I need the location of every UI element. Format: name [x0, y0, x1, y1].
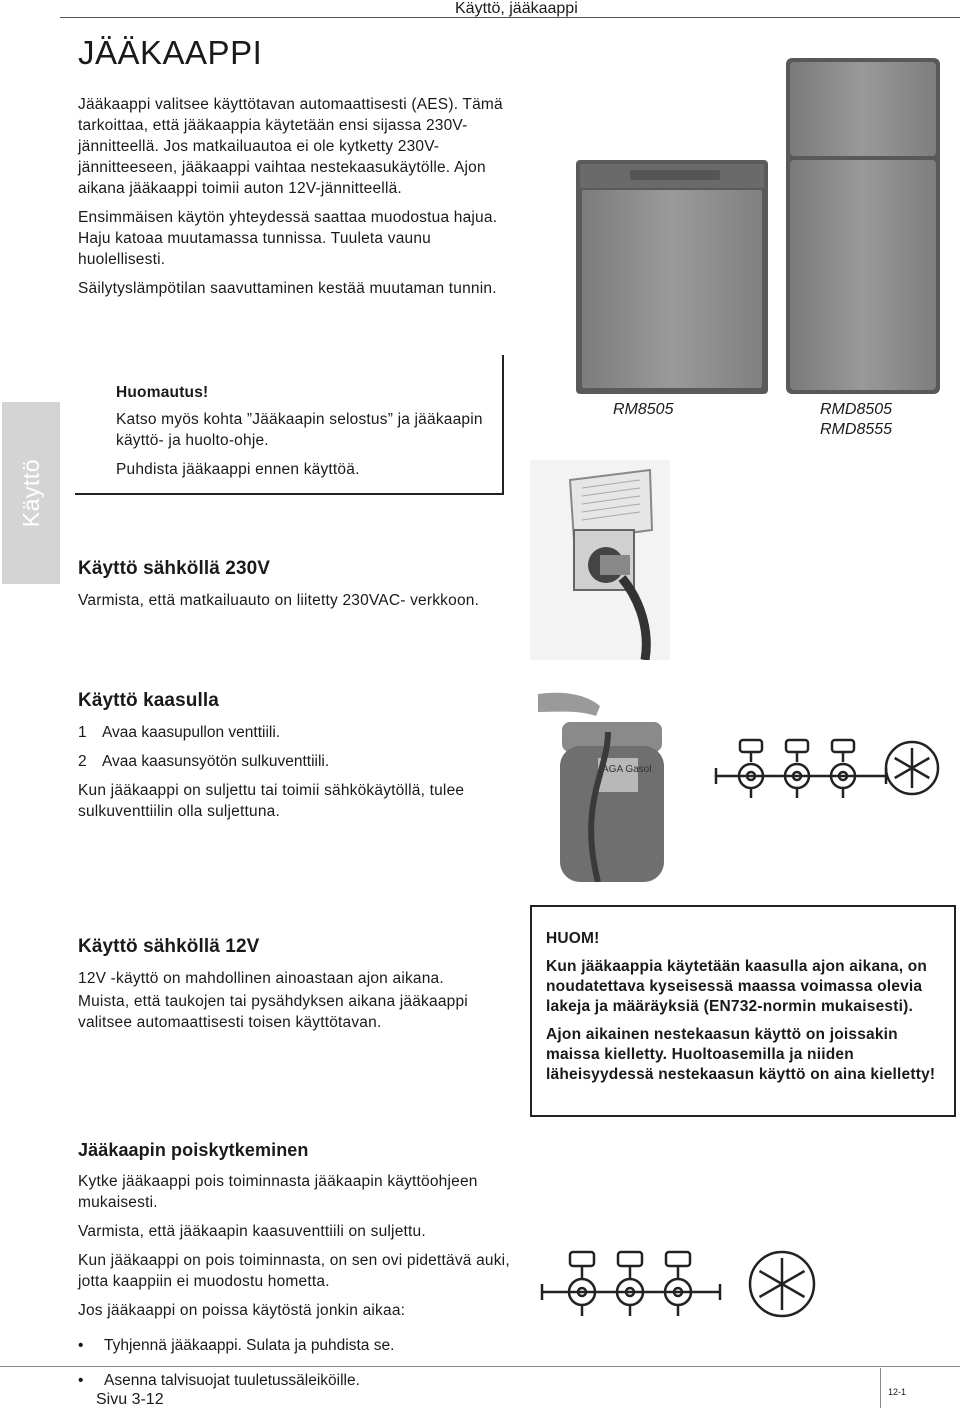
valve-icon: [665, 1252, 691, 1316]
footer-rule: [0, 1366, 960, 1367]
valve-icon: [831, 740, 855, 798]
note-box-paragraph-2: Puhdista jääkaappi ennen käyttöä.: [116, 461, 360, 478]
page-title: JÄÄKAAPPI: [78, 34, 263, 71]
section-switch-off-paragraph-3: Kun jääkaappi on pois toiminnasta, on sen ovi pidettävä auki, jotta kaappiin ei muodostu hometta.: [78, 1252, 510, 1290]
section-230v-text: Varmista, että matkailuauto on liitetty 230VAC- verkkoon.: [78, 592, 480, 609]
section-gas-note: Kun jääkaappi on suljettu tai toimii sähkökäytöllä, tulee sulkuventtiilin olla suljettuna.: [78, 782, 465, 820]
note-box: [116, 382, 496, 488]
section-12v-paragraph-1: 12V -käyttö on mahdollinen ainoastaan ajon aikana.: [78, 970, 444, 987]
gas-bottle-label: AGA Gasol: [602, 764, 652, 775]
fridge-rmd8505-image: [784, 58, 942, 396]
section-switch-off-paragraph-2: Varmista, että jääkaapin kaasuventtiili on suljettu.: [78, 1223, 426, 1240]
gas-step-text: Avaa kaasupullon venttiili.: [102, 724, 281, 741]
valve-diagram-gas: [710, 732, 940, 804]
list-item-text: Tyhjennä jääkaappi. Sulata ja puhdista se.: [104, 1337, 395, 1354]
warning-box-paragraph-2: Ajon aikainen nestekaasun käyttö on joissakin maissa kielletty. Huoltoasemilla ja niiden läheisyydessä nestekaasun käyttö on aina kielletty!: [546, 1026, 936, 1083]
header-rule: [60, 17, 960, 18]
footer-divider: [880, 1368, 881, 1408]
section-gas-heading: Käyttö kaasulla: [78, 690, 219, 711]
warning-box-content: [546, 928, 946, 1093]
side-tab: [2, 402, 60, 584]
section-12v: [78, 936, 508, 1041]
intro-paragraph-2: Ensimmäisen käytön yhteydessä saattaa muodostua hajua. Haju katoaa muutamassa tunnissa. Tuuleta vaunu huolellisesti.: [78, 209, 498, 268]
warning-box-title: HUOM!: [546, 930, 600, 947]
gas-step: [78, 751, 518, 772]
valve-icon: [739, 740, 763, 798]
valve-icon: [785, 740, 809, 798]
gas-step: [78, 722, 518, 743]
section-switch-off-paragraph-4: Jos jääkaappi on poissa käytöstä jonkin aikaa:: [78, 1302, 406, 1319]
power-socket-image: [530, 460, 670, 660]
valve-icon: [569, 1252, 595, 1316]
section-switch-off-paragraph-1: Kytke jääkaappi pois toiminnasta jääkaapin käyttöohjeen mukaisesti.: [78, 1173, 478, 1211]
page-number: Sivu 3-12: [96, 1391, 164, 1408]
caption-rmd8505: RMD8505: [820, 401, 893, 418]
list-item-text: Asenna talvisuojat tuuletussäleiköille.: [104, 1372, 360, 1389]
note-box-paragraph-1: Katso myös kohta ”Jääkaapin selostus” ja jääkaapin käyttö- ja huolto-ohje.: [116, 411, 483, 449]
gas-step-number: 2: [78, 753, 87, 770]
section-12v-paragraph-2: Muista, että taukojen tai pysähdyksen aikana jääkaappi valitsee automaattisesti toisen käyttötavan.: [78, 993, 468, 1031]
gas-step-number: 1: [78, 724, 87, 741]
snowflake-icon: [750, 1252, 814, 1316]
intro-text: [78, 94, 508, 307]
running-header: Käyttö, jääkaappi: [455, 0, 578, 17]
note-box-border-right: [502, 355, 504, 495]
warning-box-paragraph-1: Kun jääkaappia käytetään kaasulla ajon aikana, on noudatettava kyseisessä maassa voimassa olevia lakeja ja määräyksiä (EN732-normin mukaisesti).: [546, 958, 928, 1015]
bullet-icon: •: [78, 1372, 84, 1389]
snowflake-icon: [886, 742, 938, 794]
intro-paragraph-3: Säilytyslämpötilan saavuttaminen kestää muutaman tunnin.: [78, 280, 497, 297]
list-item: [78, 1370, 518, 1391]
list-item: [78, 1335, 518, 1356]
intro-paragraph-1: Jääkaappi valitsee käyttötavan automaattisesti (AES). Tämä tarkoittaa, että jääkaappia käytetään ensi sijassa 230V-jännitteellä. Jos matkailuautoa ei ole kytketty 230V-jännitteeseen, jääkaappi vaihtaa nestekaasukäytölle. Ajon aikana jääkaappi toimii auton 12V-jännitteellä.: [78, 96, 503, 197]
valve-diagram-off: [534, 1244, 820, 1324]
note-box-border-bottom: [75, 493, 504, 495]
section-12v-heading: Käyttö sähköllä 12V: [78, 936, 260, 957]
bullet-icon: •: [78, 1337, 84, 1354]
caption-rmd8555: RMD8555: [820, 421, 893, 438]
section-230v: [78, 558, 518, 619]
gas-bottle-image: [538, 682, 672, 882]
fridge-rm8505-image: [570, 160, 774, 396]
section-230v-heading: Käyttö sähköllä 230V: [78, 558, 271, 579]
side-tab-label: Käyttö: [17, 458, 44, 528]
note-box-title: Huomautus!: [116, 384, 209, 401]
caption-rm8505: RM8505: [613, 401, 674, 418]
gas-step-text: Avaa kaasunsyötön sulkuventtiili.: [102, 753, 330, 770]
page-code: 12-1: [888, 1387, 907, 1397]
section-switch-off-heading: Jääkaapin poiskytkeminen: [78, 1140, 309, 1160]
valve-icon: [617, 1252, 643, 1316]
section-gas: [78, 690, 518, 830]
